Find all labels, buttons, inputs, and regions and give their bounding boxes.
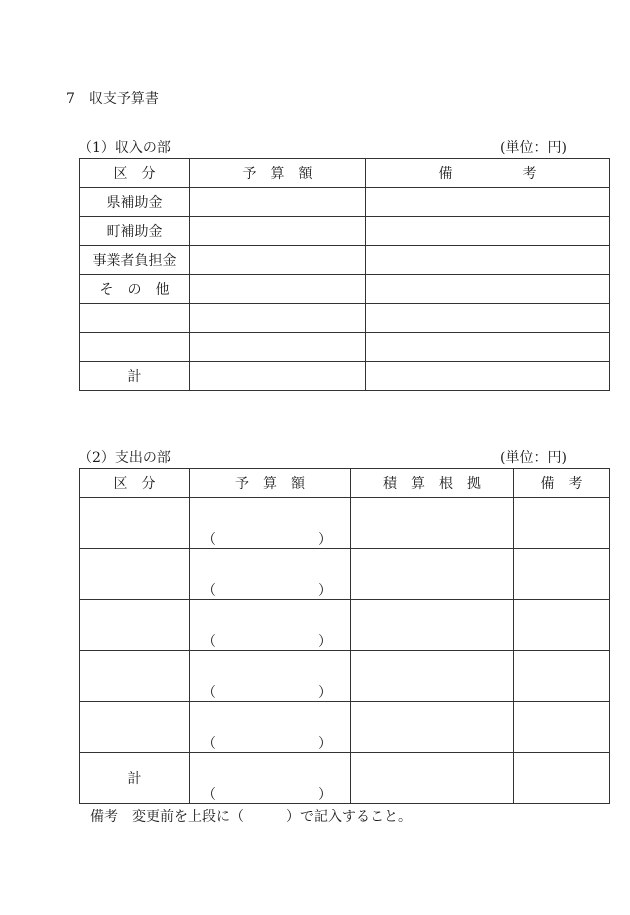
- table-row: [80, 188, 610, 217]
- expense-basis-cell[interactable]: [351, 651, 514, 702]
- table-row: [80, 275, 610, 304]
- income-remarks-cell[interactable]: [366, 246, 610, 275]
- expense-budget-cell[interactable]: [190, 651, 351, 702]
- expense-budget-cell[interactable]: [190, 753, 351, 804]
- expense-row-label: [80, 498, 190, 549]
- expense-remarks-cell[interactable]: [514, 549, 610, 600]
- table-row: [80, 651, 610, 702]
- expense-header-basis: 積 算 根 拠: [351, 469, 514, 498]
- income-remarks-cell[interactable]: [366, 333, 610, 362]
- expense-table: [79, 468, 610, 804]
- paren-open: （: [202, 634, 216, 650]
- paren-open: （: [202, 583, 216, 599]
- table-row: [80, 600, 610, 651]
- income-unit: (単位：円): [500, 140, 567, 156]
- income-row-label: そ の 他: [80, 275, 190, 304]
- paren-close: ）: [318, 634, 332, 650]
- table-row: [80, 702, 610, 753]
- expense-total-row: [80, 753, 610, 804]
- income-budget-cell[interactable]: [190, 275, 366, 304]
- income-budget-cell[interactable]: [190, 304, 366, 333]
- paren-close: ）: [318, 685, 332, 701]
- income-budget-cell[interactable]: [190, 188, 366, 217]
- income-table: [79, 158, 610, 391]
- income-budget-cell[interactable]: [190, 217, 366, 246]
- income-header-category: 区 分: [80, 159, 190, 188]
- expense-remarks-cell[interactable]: [514, 651, 610, 702]
- table-row: [80, 333, 610, 362]
- income-remarks-cell[interactable]: [366, 188, 610, 217]
- paren-close: ）: [318, 736, 332, 752]
- expense-unit: (単位：円): [500, 450, 567, 466]
- income-row-label: 町補助金: [80, 217, 190, 246]
- expense-basis-cell[interactable]: [351, 600, 514, 651]
- expense-header-remarks: 備 考: [514, 469, 610, 498]
- remarks-note: 備考 変更前を上段に（ ）で記入すること。: [90, 809, 412, 825]
- paren-open: （: [202, 532, 216, 548]
- table-row: [80, 498, 610, 549]
- table-row: [80, 217, 610, 246]
- income-remarks-cell[interactable]: [366, 275, 610, 304]
- income-row-label: [80, 333, 190, 362]
- expense-row-label: [80, 600, 190, 651]
- income-budget-cell[interactable]: [190, 246, 366, 275]
- expense-header-budget: 予 算 額: [190, 469, 351, 498]
- income-total-row: [80, 362, 610, 391]
- expense-row-label: [80, 702, 190, 753]
- paren-close: ）: [318, 583, 332, 599]
- income-header-budget: 予 算 額: [190, 159, 366, 188]
- expense-basis-cell[interactable]: [351, 498, 514, 549]
- income-header-remarks: 備 考: [366, 159, 610, 188]
- expense-header-row: [80, 469, 610, 498]
- income-heading: （1）収入の部: [78, 140, 171, 156]
- income-total-label: 計: [80, 362, 190, 391]
- table-row: [80, 246, 610, 275]
- paren-close: ）: [318, 532, 332, 548]
- expense-row-label: [80, 651, 190, 702]
- expense-budget-cell[interactable]: [190, 549, 351, 600]
- expense-basis-cell[interactable]: [351, 753, 514, 804]
- expense-remarks-cell[interactable]: [514, 498, 610, 549]
- income-budget-cell[interactable]: [190, 333, 366, 362]
- paren-open: （: [202, 787, 216, 803]
- income-row-label: 事業者負担金: [80, 246, 190, 275]
- expense-budget-cell[interactable]: [190, 702, 351, 753]
- page-title: 7 収支予算書: [66, 91, 159, 107]
- expense-budget-cell[interactable]: [190, 498, 351, 549]
- expense-basis-cell[interactable]: [351, 702, 514, 753]
- income-row-label: [80, 304, 190, 333]
- income-row-label: 県補助金: [80, 188, 190, 217]
- income-remarks-cell[interactable]: [366, 362, 610, 391]
- income-budget-cell[interactable]: [190, 362, 366, 391]
- income-header-row: [80, 159, 610, 188]
- expense-header-category: 区 分: [80, 469, 190, 498]
- expense-remarks-cell[interactable]: [514, 753, 610, 804]
- table-row: [80, 549, 610, 600]
- expense-budget-cell[interactable]: [190, 600, 351, 651]
- paren-open: （: [202, 736, 216, 752]
- expense-heading: （2）支出の部: [78, 450, 171, 466]
- paren-close: ）: [318, 787, 332, 803]
- table-row: [80, 304, 610, 333]
- paren-open: （: [202, 685, 216, 701]
- expense-row-label: [80, 549, 190, 600]
- expense-remarks-cell[interactable]: [514, 702, 610, 753]
- expense-basis-cell[interactable]: [351, 549, 514, 600]
- income-remarks-cell[interactable]: [366, 217, 610, 246]
- income-remarks-cell[interactable]: [366, 304, 610, 333]
- expense-total-label: 計: [80, 753, 190, 804]
- expense-remarks-cell[interactable]: [514, 600, 610, 651]
